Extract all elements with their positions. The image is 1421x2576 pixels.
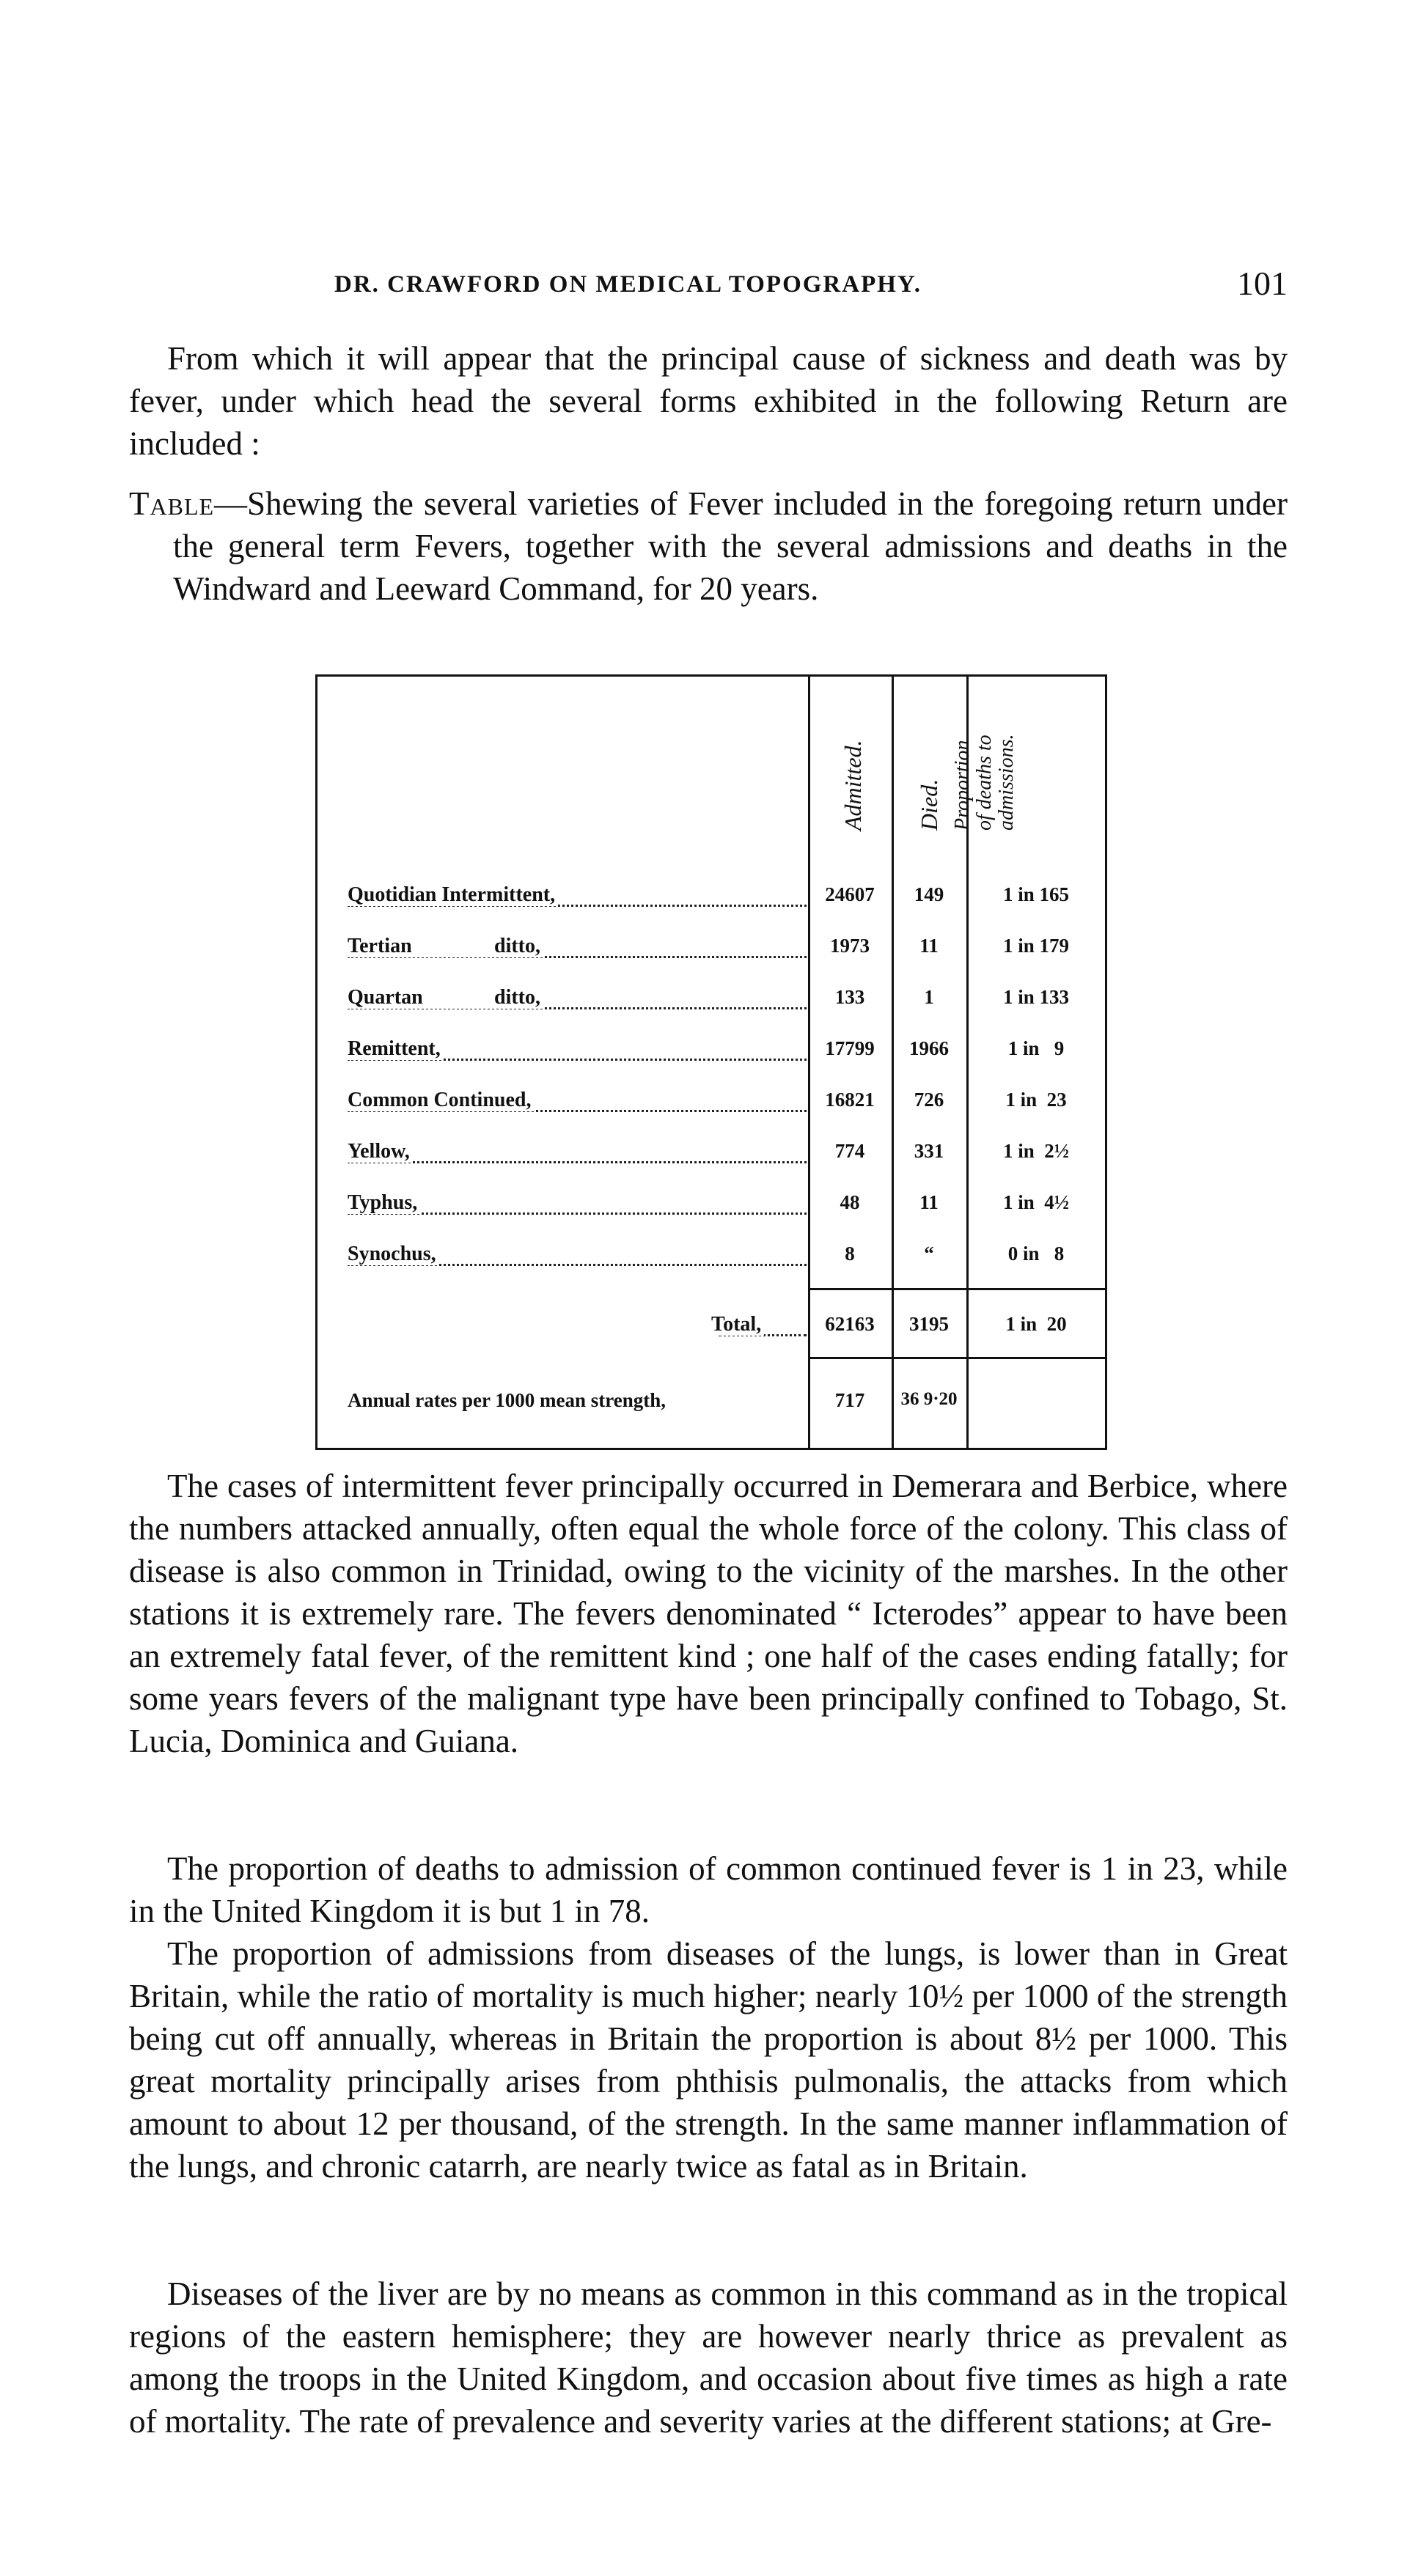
col-head-died: Died. (916, 779, 942, 831)
cell-proportion: 1 in 165 (1002, 883, 1070, 905)
table-row (315, 883, 1107, 913)
body-paragraph: The proportion of deaths to admission of common continued fever is 1 in 23, while in the United Kingdom it is but 1 in 78. (129, 1850, 1288, 1929)
cell-admitted: 774 (834, 1140, 865, 1162)
cell-admitted: 24607 (825, 883, 875, 905)
fever-table (315, 674, 1107, 1450)
row-label: Remittent, (348, 1037, 444, 1060)
total-died: 3195 (909, 1313, 949, 1335)
body-paragraph: Diseases of the liver are by no means as common in this command as in the tropical regions of the eastern hemisphere; they are however nearly thrice as prevalent as among the troops in the United Kingdom, and occasion about five times as high a rate of mortality. The rate of prevalence and severity varies at the different stations; at Gre- (129, 2275, 1288, 2440)
col-head-proportion-box (951, 677, 1106, 831)
body-paragraph: The proportion of admissions from diseases of the lungs, is lower than in Great Britain, while the ratio of mortality is much higher; nearly 10½ per 1000 of the strength being cut off annually, whereas in Britain the proportion is about 8½ per 1000. This great mortality principally arises from phthisis pulmonalis, the attacks from which amount to about 12 per thousand, of the strength. In the same manner inflammation of the lungs, and chronic catarrh, are nearly twice as fatal as in Britain. (129, 1935, 1288, 2185)
page-header (129, 264, 1288, 308)
annual-admitted: 717 (834, 1389, 865, 1411)
cell-died: 331 (914, 1140, 944, 1162)
cell-proportion: 0 in 8 (1007, 1243, 1065, 1265)
row-label: Typhus, (348, 1191, 420, 1214)
col-head-proportion-line: admissions. (995, 734, 1018, 831)
intro-paragraph: From which it will appear that the principal cause of sickness and death was by fever, under which head the several forms exhibited in the following Return are included : (129, 340, 1288, 462)
cell-proportion: 1 in 179 (1002, 935, 1070, 957)
row-label-suffix: ditto, (494, 986, 540, 1009)
row-label: Quotidian Intermittent, (348, 883, 558, 906)
total-admitted: 62163 (825, 1313, 875, 1335)
annual-label: Annual rates per 1000 mean strength, (348, 1389, 669, 1411)
table-caption (129, 482, 1288, 610)
table-rule (808, 1357, 1107, 1359)
table-rule (808, 1288, 1107, 1290)
cell-died: 726 (914, 1089, 944, 1111)
col-head-admitted: Admitted. (840, 740, 866, 831)
row-label: Quartan (348, 986, 423, 1009)
row-label: Yellow, (348, 1140, 413, 1163)
col-head-proportion (952, 735, 1018, 831)
cell-admitted: 17799 (825, 1037, 875, 1059)
cell-admitted: 133 (834, 986, 865, 1008)
body-paragraph: The cases of intermittent fever principally occurred in Demerara and Berbice, where the numbers attacked annually, often equal the whole force of the colony. This class of disease is also common in Trinidad, owing to the vicinity of the marshes. In the other stations it is extremely rare. The fevers denominated “ Icterodes” appear to have been an extremely fatal fever, of the remittent kind ; one half of the cases ending fatally; for some years fevers of the malignant type have been principally confined to Tobago, St. Lucia, Dominica and Guiana. (129, 1468, 1288, 1759)
table-row (315, 1089, 1107, 1118)
table-row (315, 935, 1107, 964)
running-title: DR. CRAWFORD ON MEDICAL TOPOGRAPHY. (334, 271, 922, 298)
cell-died: 149 (914, 883, 944, 905)
row-label: Tertian (348, 935, 412, 957)
row-label-suffix: ditto, (494, 935, 540, 957)
col-head-admitted-box (808, 677, 892, 831)
table-row (315, 1243, 1107, 1272)
cell-proportion: 1 in 133 (1002, 986, 1070, 1008)
annual-died: 36 9·20 (900, 1389, 958, 1409)
total-row (315, 1313, 1107, 1342)
cell-died: “ (924, 1243, 934, 1265)
annual-row (315, 1389, 1107, 1418)
cell-admitted: 1973 (830, 935, 870, 957)
cell-died: 11 (919, 1191, 939, 1213)
cell-proportion: 1 in 9 (1007, 1037, 1065, 1059)
col-head-proportion-line: of deaths to (973, 735, 996, 831)
cell-admitted: 8 (845, 1243, 855, 1265)
table-row (315, 1037, 1107, 1067)
caption-label: Table (129, 485, 215, 522)
table-row (315, 1140, 1107, 1169)
row-label: Common Continued, (348, 1089, 534, 1111)
total-proportion: 1 in 20 (1005, 1313, 1067, 1335)
page-number: 101 (1237, 265, 1288, 302)
cell-proportion: 1 in 23 (1005, 1089, 1067, 1111)
cell-proportion: 1 in 2½ (1002, 1140, 1070, 1162)
cell-died: 1 (924, 986, 934, 1008)
table-row (315, 1191, 1107, 1221)
cell-proportion: 1 in 4½ (1002, 1191, 1070, 1213)
cell-died: 11 (919, 935, 939, 957)
col-head-proportion-line: Proportion (951, 740, 974, 831)
caption-text: —Shewing the several varieties of Fever included in the foregoing return under the general term Fevers, together with the several admissions and deaths in the Windward and Leeward Command, for 20 years. (173, 485, 1288, 607)
row-label: Synochus, (348, 1243, 439, 1265)
cell-admitted: 48 (840, 1191, 860, 1213)
cell-admitted: 16821 (825, 1089, 875, 1111)
cell-died: 1966 (909, 1037, 949, 1059)
table-row (315, 986, 1107, 1015)
total-label: Total, (711, 1313, 764, 1336)
